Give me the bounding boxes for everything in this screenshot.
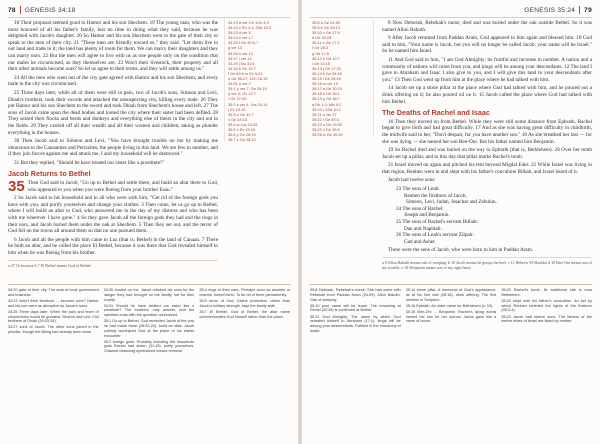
- scripture-paragraph: 14 Jacob set up a stone pillar at the place where God had talked with him, and he poured out a drink offering on it; he also poured oil on it. 15 Jacob called the place where God had talked with him Bethel.: [382, 85, 592, 105]
- study-note: 35:2 foreign gods. Probably including the household gods Rachel had stolen (31:19). purify yourselves. Outward cleansing symbolized inward renewal.: [103, 339, 195, 354]
- cross-ref: 34:26 h ver 12: [228, 50, 253, 56]
- scripture-paragraph: 24 All the men who went out of the city gate agreed with Hamor and his son Shechem, and every male in the city was circumcised.: [8, 74, 218, 88]
- study-notes-divider: [310, 284, 592, 285]
- scripture-paragraph: 16 Then they moved on from Bethel. While they were still some distance from Ephrath, Rachel began to give birth and had great difficulty. 17 And as she was having great difficulty in childbirth, the midwife said to her, "Don't despair, for you have another son." 18 As she breathed her last — for she was dying — she named her son Ben-Oni. But his father named him Benjamin.: [382, 118, 592, 145]
- cross-ref: 35:15 l Ge 28:19: [312, 76, 341, 82]
- scripture-paragraph: 30 Then Jacob said to Simeon and Levi, "You have brought trouble on me by making me obnoxious to the Canaanites and Perizzites, the people living in this land. We are few in number, and if they join forces against me and attack me, I and my household will be destroyed.": [8, 138, 218, 158]
- cross-ref: 35:4 w Jos 24:26: [228, 121, 258, 127]
- study-notes-column: [199, 288, 290, 440]
- cross-ref: 34:29 j Nu 31:9: [228, 60, 255, 66]
- chapter-number: 35: [8, 178, 25, 196]
- genealogy-line: Dan and Naphtali.: [404, 225, 442, 232]
- cross-ref: 35:21 s ver 27: [312, 111, 337, 117]
- genealogy-line: 26 The sons of Leah's servant Zilpah:: [396, 232, 474, 239]
- right-page-number: 79: [584, 6, 592, 14]
- cross-ref: t Ex 19:10: [228, 106, 246, 112]
- right-cross-reference-column: [312, 20, 374, 137]
- scripture-paragraph: Then God said to Jacob, "Go up to Bethel and settle there, and build an altar there to God, who appeared to you when you were fleeing from your brother Esau.": [27, 180, 218, 193]
- cross-ref: d Ge 32:28: [312, 35, 332, 41]
- right-scripture-column: [382, 20, 592, 270]
- study-note: 34:25 Three days later. When the pain and fever of circumcision would be greatest. Simeon and Levi. Full brothers of Dinah (29:33-34).: [8, 309, 99, 324]
- cross-ref: 34:30 k Ge 13:7: [228, 65, 256, 71]
- genealogy-line: 23 The sons of Leah:: [396, 186, 440, 193]
- study-note: 35:20 Rachel's tomb. Its traditional site is near Bethlehem.: [501, 288, 593, 297]
- study-note: 35:8 Deborah, Rebekah's nurse. She had come with Rebekah from Paddan Aram (24:59). Allon Bakuth. Oak of weeping.: [310, 288, 401, 302]
- study-note: 35:18 Ben-Oni ... Benjamin. Rachel's dying words named her son for her sorrow; Jacob gave him a name of honor.: [405, 309, 497, 324]
- study-note: 34:23 Won't their livestock ... become ours? Hamor and his son were as deceptive as Jacob's sons.: [8, 298, 99, 308]
- cross-ref: 35:10 c Ge 17:5: [312, 30, 340, 36]
- left-scripture-column: [8, 20, 218, 268]
- genealogy-line: Gad and Asher.: [404, 238, 436, 245]
- left-page-number: 78: [8, 6, 16, 14]
- cross-ref: 34:25 f Ge 49:5-7: [228, 40, 259, 46]
- cross-ref: 35:7 z Ge 28:13: [228, 137, 256, 143]
- cross-ref: 35:11 e Ge 17:1: [312, 40, 340, 46]
- study-notes-column: [310, 288, 401, 440]
- study-note: 34:31 Should he have treated our sister like a prostitute? The brothers' only answer, and the narrative ends with the question unresolved.: [103, 303, 195, 318]
- cross-ref: v Ge 28:15: [228, 116, 248, 122]
- scripture-paragraph: 31 But they replied, "Should he have treated our sister like a prostitute?": [14, 159, 165, 166]
- scripture-paragraph: 21 Israel moved on again and pitched his tent beyond Migdal Eder. 22 While Israel was living in that region, Reuben went in and slept with his father's concubine Bilhah, and Israel heard of it.: [382, 162, 592, 175]
- translation-footnote: a 27 Or because b 7 El Bethel means God of Bethel.: [8, 260, 218, 268]
- left-page-header: [8, 4, 76, 16]
- cross-ref: q Ru 1:2; Mic 5:2: [312, 101, 342, 107]
- cross-ref: g Ge 17:6: [312, 50, 330, 56]
- cross-ref: 35:19 p Ge 48:7: [312, 96, 340, 102]
- study-note: 35:4 rings in their ears. Perhaps worn as amulets or charms. buried them. To be rid of them permanently.: [199, 288, 291, 297]
- header-separator: [20, 6, 21, 14]
- cross-ref: i Ge 13:15: [312, 60, 330, 66]
- right-study-notes: [310, 288, 592, 440]
- scripture-paragraph: Jacob had twelve sons:: [388, 177, 436, 184]
- scripture-paragraph: 25 Three days later, while all of them were still in pain, two of Jacob's sons, Simeon and Levi, Dinah's brothers, took their swords and attacked the unsuspecting city, killing every male. 26 They put Hamor and his son Shechem to the sword and took Dinah from Shechem's house and left. 27 The sons of Jacob came upon the dead bodies and looted the city where their sister had been defiled. 28 They seized their flocks and herds and donkeys and everything else of theirs in the city and out in the fields. 29 They carried off all their wealth and all their women and children, taking as plunder everything in the houses.: [8, 89, 218, 136]
- cross-ref: 34:19 a ver 3 b 1Ch 4:9: [228, 20, 269, 25]
- cross-ref: 35:5 x Ex 15:16: [228, 126, 256, 132]
- study-note: 35:1 Go up to Bethel. God reminded Jacob of the vow he had made there (28:20-22). build an altar. Jacob publicly worshiped God at the place of his earlier encounter.: [103, 319, 195, 338]
- left-page: [0, 0, 298, 444]
- scripture-paragraph: 9 After Jacob returned from Paddan Aram, God appeared to him again and blessed him. 10 God said to him, "Your name is Jacob, but you will no longer be called Jacob; your name will be Israel." So he named him Israel.: [382, 35, 592, 55]
- cross-ref: 35:2 s ver 4; Jos 24:14: [228, 101, 268, 107]
- scripture-paragraph: 11 And God said to him, "I am God Almighty; be fruitful and increase in number. A nation and a community of nations will come from you, and kings will be among your descendants. 12 The land I gave to Abraham and Isaac I also give to you, and I will give this land to your descendants after you." 13 Then God went up from him at the place where he had talked with him.: [382, 56, 592, 83]
- scripture-paragraph: 18 Their proposal seemed good to Hamor and his son Shechem. 19 The young man, who was the most honored of all his father's family, lost no time in doing what they said, because he was delighted with Jacob's daughter. 20 So Hamor and his son Shechem went to the gate of their city to speak to the men of their city. 21 "These men are friendly toward us," they said. "Let them live in our land and trade in it; the land has plenty of room for them. We can marry their daughters and they can marry ours. 22 But the men will agree to live with us as one people only on the condition that our males be circumcised, as they themselves are. 23 Won't their livestock, their property and all their other animals become ours? So let us agree to their terms, and they will settle among us.": [8, 20, 218, 73]
- cross-ref: 35:17 n Ge 30:24: [312, 86, 343, 92]
- cross-ref: 35:12 h Ge 12:7: [312, 55, 340, 61]
- study-notes-column: [406, 288, 497, 440]
- cross-ref: 35:23 u Ge 29:32: [312, 121, 343, 127]
- cross-ref: f Ge 28:3: [312, 45, 329, 51]
- header-rule: [8, 17, 290, 18]
- cross-ref: 35:9 b Ge 28:13: [312, 25, 340, 31]
- header-rule: [310, 17, 592, 18]
- cross-ref: 35:1 p ver 7; Ge 28:19: [228, 86, 267, 92]
- right-page-header: [524, 4, 592, 16]
- cross-ref: 34:20 c Ru 4:1; 2Sa 15:2: [228, 25, 272, 31]
- cross-ref: 35:6 y Ge 28:19: [228, 132, 256, 138]
- genealogy-list: [382, 186, 592, 245]
- genealogy-line: 24 The sons of Rachel:: [396, 205, 444, 212]
- cross-ref: 35:18 o Ge 30:1: [312, 91, 340, 97]
- study-note: 35:10 your name will be Israel. The renaming at Peniel (32:28) is confirmed at Bethel.: [310, 303, 401, 313]
- cross-ref: 35:26 w Ge 30:10: [312, 132, 343, 138]
- section-heading: Jacob Returns to Bethel: [8, 169, 91, 179]
- genealogy-line: Joseph and Benjamin.: [404, 212, 450, 219]
- right-page: [302, 0, 600, 444]
- cross-ref: 35:22 t Ge 49:4: [312, 116, 339, 122]
- cross-ref: g ver 13: [228, 45, 243, 51]
- header-separator: [579, 6, 580, 14]
- cross-ref: n Ge 46:27; 1Ch 16:19: [228, 76, 268, 82]
- study-notes-column: [104, 288, 195, 440]
- cross-ref: 34:31 o ver 2: [228, 81, 251, 87]
- scripture-paragraph: These were the sons of Jacob, who were born to him in Paddan Aram.: [388, 247, 534, 254]
- study-note: 34:30 trouble on me. Jacob rebuked his sons for the danger they had brought on the family, not for their cruelty.: [103, 288, 195, 302]
- cross-ref: 35:14 k Ge 28:18: [312, 70, 342, 76]
- left-cross-reference-column: [224, 20, 286, 142]
- cross-ref: 35:16 m ver 19: [312, 81, 338, 87]
- study-note: 35:14 stone pillar. A memorial of God's appearance, as at his first visit (28:18). drink offering. The first mention in Scripture.: [405, 288, 497, 302]
- cross-ref: 35:3 u Ge 32:7: [228, 111, 254, 117]
- genealogy-line: Reuben the firstborn of Jacob,: [404, 192, 467, 199]
- cross-ref: 35:13 j Ge 17:22: [312, 65, 341, 71]
- scripture-paragraph: 8 Now Deborah, Rebekah's nurse, died and was buried under the oak outside Bethel. So it was named Allon Bakuth.: [382, 20, 592, 33]
- study-note: 35:7 El Bethel. God of Bethel; the altar name commemorates God himself rather than the place.: [199, 309, 291, 319]
- section-heading: The Deaths of Rachel and Isaac: [382, 108, 490, 118]
- study-note: 35:23 Jacob had twelve sons. The fathers of the twelve tribes of Israel are listed by mother.: [501, 314, 593, 324]
- study-note: 35:5 terror of God. Divine protection, rather than Jacob's military strength, kept the family safe.: [199, 298, 291, 308]
- cross-ref: 34:23 d ver 5: [228, 30, 251, 36]
- cross-ref: 35:25 v Ge 30:6: [312, 126, 340, 132]
- cross-ref: 35:8 a Ge 24:59: [312, 20, 340, 25]
- cross-ref: q ver 3; Ge 12:7: [228, 91, 256, 97]
- scripture-paragraph: 6 Jacob and all the people with him came to Luz (that is, Bethel) in the land of Canaan. 7 There he built an altar, and he called the place El Bethel, because it was there that God revealed himself to him when he was fleeing from his brother.: [8, 236, 218, 256]
- genealogy-line: 25 The sons of Rachel's servant Bilhah:: [396, 219, 479, 226]
- cross-ref: r Ge 27:43: [228, 96, 247, 102]
- study-note: 35:16 Ephrath. An older name for Bethlehem (v. 19).: [405, 303, 494, 308]
- cross-ref: 34:27 i ver 13: [228, 55, 252, 61]
- study-notes-column: [8, 288, 99, 440]
- genealogy-line: Simeon, Levi, Judah, Issachar and Zebulun.: [406, 199, 497, 206]
- scripture-paragraph: 19 So Rachel died and was buried on the way to Ephrath (that is, Bethlehem). 20 Over her tomb Jacob set up a pillar, and to this day that pillar marks Rachel's tomb.: [382, 147, 592, 160]
- right-running-head: GENESIS 35:24: [524, 6, 576, 14]
- study-notes-divider: [8, 284, 290, 285]
- study-note: 35:22 slept with his father's concubine. An act by which Reuben forfeited the rights of the firstborn (49:3-4).: [501, 298, 593, 313]
- study-note: 34:20 gate of their city. The seat of local government and business.: [8, 288, 99, 297]
- study-note: 35:11 God Almighty. The name by which God revealed himself to Abraham (17:1). kings will be among your descendants. Fulfilled in the monarchy of Israel.: [310, 314, 401, 333]
- cross-ref: l Ge 49:6 m Ex 5:21: [228, 70, 263, 76]
- study-note: 34:27 sons of Jacob. The other sons joined in the plunder, though the killing had already been done.: [8, 325, 99, 335]
- cross-ref: 34:24 e ver 17: [228, 35, 253, 41]
- scripture-paragraph: 2 So Jacob said to his household and to all who were with him, "Get rid of the foreign gods you have with you, and purify yourselves and change your clothes. 3 Then come, let us go up to Bethel, where I will build an altar to God, who answered me in the day of my distress and who has been with me wherever I have gone." 4 So they gave Jacob all the foreign gods they had and the rings in their ears, and Jacob buried them under the oak at Shechem. 5 Then they set out, and the terror of God fell on the towns all around them so that no one pursued them.: [8, 195, 218, 235]
- study-notes-column: [501, 288, 592, 440]
- translation-footnote: a 8 Allon Bakuth means oak of weeping. b 10 Jacob means he grasps the heel. c 11 Hebrew El-Shaddai d 18 Ben-Oni means son of my trouble. e 18 Benjamin means son of my right hand.: [382, 257, 592, 270]
- cross-ref: 35:20 r 1Sa 10:2: [312, 106, 341, 112]
- left-running-head: GENESIS 34:18: [24, 6, 76, 14]
- left-study-notes: [8, 288, 290, 440]
